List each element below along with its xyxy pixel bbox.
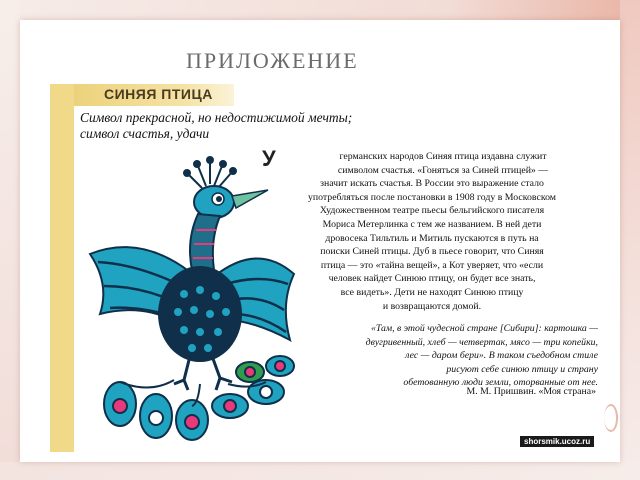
body-line: все видеть». Дети не находят Синюю птицу <box>340 286 524 298</box>
subtitle-line: символ счастья, удачи <box>80 126 210 141</box>
body-line: символом счастья. «Гоняться за Синей птицей» — <box>337 164 549 176</box>
quote-attribution: М. М. Пришвин. «Моя страна» <box>466 386 596 397</box>
article-subtitle <box>80 110 500 142</box>
body-line: Мориса Метерлинка с тем же названием. В ней дети <box>322 218 542 230</box>
page-curl-decoration <box>604 404 618 432</box>
quote-line: «Там, в этой чудесной стране [Сибири]: картошка — <box>370 323 598 334</box>
slide-frame-left <box>0 0 20 480</box>
body-line: Художественном театре пьесы бельгийского писателя <box>319 205 545 217</box>
slide-title: ПРИЛОЖЕНИЕ <box>186 48 359 73</box>
body-line: поиски Синей птицы. Дуб в пьесе говорит, что Синяя <box>320 246 544 258</box>
slide-frame-bottom <box>0 462 640 480</box>
page-yellow-strip <box>50 84 74 452</box>
article-body <box>262 146 600 313</box>
slide-frame-right <box>620 0 640 480</box>
quote-line: обетованную люди земли, оторванные от нее. <box>403 377 598 389</box>
body-line: птица — это «тайна вещей», а Кот уверяет, что «если <box>320 259 544 271</box>
article-header-bar <box>74 84 234 106</box>
quote-line: рисуют себе синюю птицу и страну <box>446 363 598 375</box>
body-line: значит искать счастья. В России это выражение стало <box>320 178 544 190</box>
slide-frame-top <box>0 0 640 20</box>
site-watermark: shorsmik.ucoz.ru <box>520 436 594 447</box>
article-dropcap: У <box>262 146 276 171</box>
body-line: употребляться после постановки в 1908 году в Московском <box>308 191 556 203</box>
quote-line: двугривенный, хлеб — четвертак, мясо — три копейки, <box>365 336 598 348</box>
article-header: СИНЯЯ ПТИЦА <box>104 86 213 102</box>
subtitle-line: Символ прекрасной, но недостижимой мечты; <box>80 110 353 125</box>
body-line: и возвращаются домой. <box>382 300 482 312</box>
body-line: человек найдет Синюю птицу, он будет все знать, <box>328 273 536 285</box>
scanned-page <box>50 84 604 452</box>
article-quote <box>278 322 598 390</box>
body-line: дровосека Тильтиль и Митиль пускаются в путь на <box>325 232 539 244</box>
body-line: германских народов Синяя птица издавна служит <box>339 151 547 162</box>
quote-line: лес — даром бери». В таком съедобном стиле <box>405 350 598 362</box>
